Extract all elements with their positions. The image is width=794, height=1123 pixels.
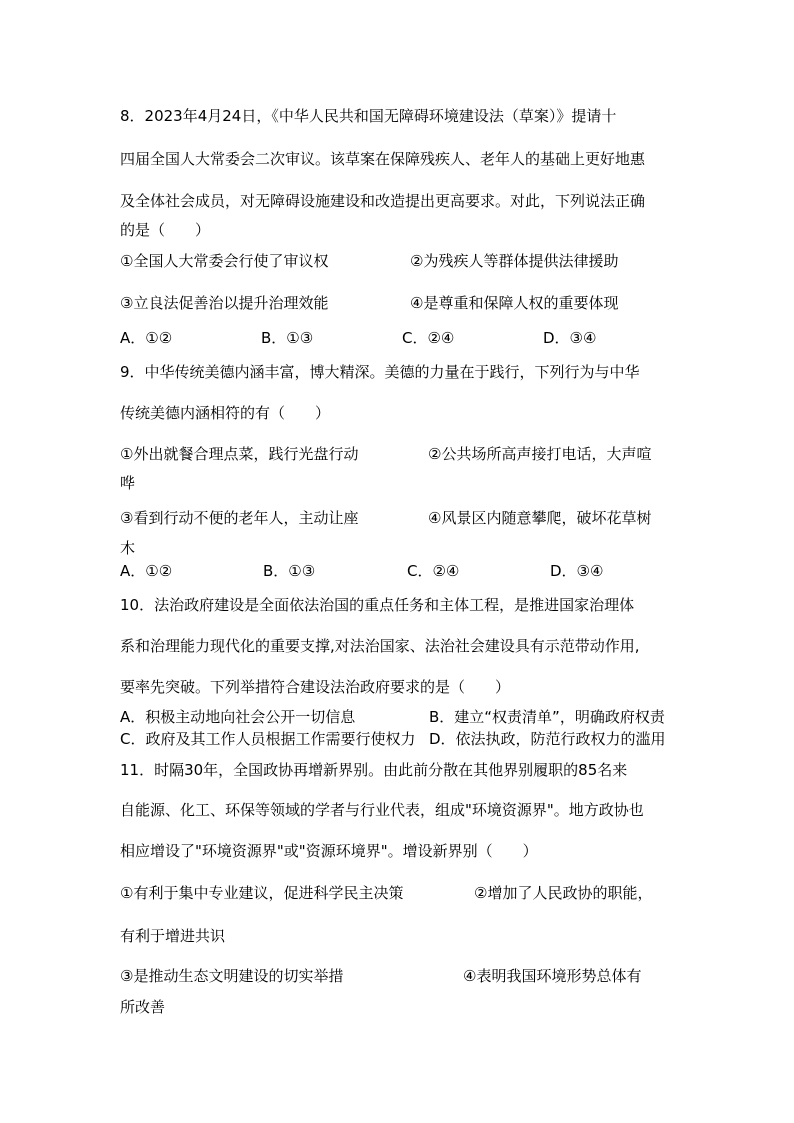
q10-stem-line-3: 要率先突破。下列举措符合建设法治政府要求的是（ ） bbox=[120, 678, 511, 696]
q11-stem-line-2: 自能源、化工、环保等领域的学者与行业代表，组成"环境资源界"。地方政协也 bbox=[120, 801, 644, 819]
q8-choice-b: B．①③ bbox=[261, 329, 314, 347]
q9-option-4: ④风景区内随意攀爬，破坏花草树 bbox=[428, 509, 652, 527]
q8-stem-line-4: 的是（ ） bbox=[120, 221, 211, 239]
q9-option-3: ③看到行动不便的老年人，主动让座 bbox=[120, 509, 359, 527]
q9-choice-c: C．②④ bbox=[407, 562, 460, 580]
q9-choice-a: A．①② bbox=[120, 562, 173, 580]
q8-option-3: ③立良法促善治以提升治理效能 bbox=[120, 294, 329, 312]
q11-stem-line-1: 11．时隔30年，全国政协再增新界别。由此前分散在其他界别履职的85名来 bbox=[120, 761, 628, 779]
q10-choice-c: C．政府及其工作人员根据工作需要行使权力 bbox=[120, 730, 416, 748]
q9-option-2-continued: 哗 bbox=[120, 474, 136, 492]
q9-choice-b: B．①③ bbox=[263, 562, 316, 580]
q11-option-4-continued: 所改善 bbox=[120, 998, 166, 1016]
q11-option-3: ③是推动生态文明建设的切实举措 bbox=[120, 967, 344, 985]
q8-option-1: ①全国人大常委会行使了审议权 bbox=[120, 252, 329, 270]
q8-stem-line-2: 四届全国人大常委会二次审议。该草案在保障残疾人、老年人的基础上更好地惠 bbox=[120, 150, 646, 168]
q8-choice-d: D．③④ bbox=[543, 329, 597, 347]
q8-stem-line-1: 8．2023年4月24日，《中华人民共和国无障碍环境建设法（草案）》提请十 bbox=[120, 107, 617, 125]
q11-option-1: ①有利于集中专业建议，促进科学民主决策 bbox=[120, 884, 404, 902]
q9-stem-line-1: 9．中华传统美德内涵丰富，博大精深。美德的力量在于践行，下列行为与中华 bbox=[120, 363, 640, 381]
q8-choice-a: A．①② bbox=[120, 329, 173, 347]
q8-option-2: ②为残疾人等群体提供法律援助 bbox=[410, 252, 619, 270]
q11-option-4: ④表明我国环境形势总体有 bbox=[463, 967, 642, 985]
q8-choice-c: C．②④ bbox=[402, 329, 455, 347]
q9-stem-line-2: 传统美德内涵相符的有（ ） bbox=[120, 404, 331, 422]
q10-stem-line-2: 系和治理能力现代化的重要支撑,对法治国家、法治社会建设具有示范带动作用, bbox=[120, 637, 640, 655]
q9-option-2: ②公共场所高声接打电话，大声喧 bbox=[428, 445, 652, 463]
q8-option-4: ④是尊重和保障人权的重要体现 bbox=[410, 294, 619, 312]
q11-option-2: ②增加了人民政协的职能， bbox=[474, 884, 653, 902]
q9-option-4-continued: 木 bbox=[120, 539, 136, 557]
q9-option-1: ①外出就餐合理点菜，践行光盘行动 bbox=[120, 445, 359, 463]
q10-choice-a: A．积极主动地向社会公开一切信息 bbox=[120, 708, 356, 726]
q11-option-2-continued: 有利于增进共识 bbox=[120, 927, 226, 945]
q8-stem-line-3: 及全体社会成员，对无障碍设施建设和改造提出更高要求。对此，下列说法正确 bbox=[120, 192, 646, 210]
q9-choice-d: D．③④ bbox=[550, 562, 604, 580]
q11-stem-line-3: 相应增设了"环境资源界"或"资源环境界"。增设新界别（ ） bbox=[120, 842, 538, 860]
q10-choice-b: B．建立“权责清单”，明确政府权责 bbox=[429, 708, 665, 726]
q10-stem-line-1: 10．法治政府建设是全面依法治国的重点任务和主体工程，是推进国家治理体 bbox=[120, 596, 635, 614]
q10-choice-d: D．依法执政，防范行政权力的滥用 bbox=[429, 730, 666, 748]
